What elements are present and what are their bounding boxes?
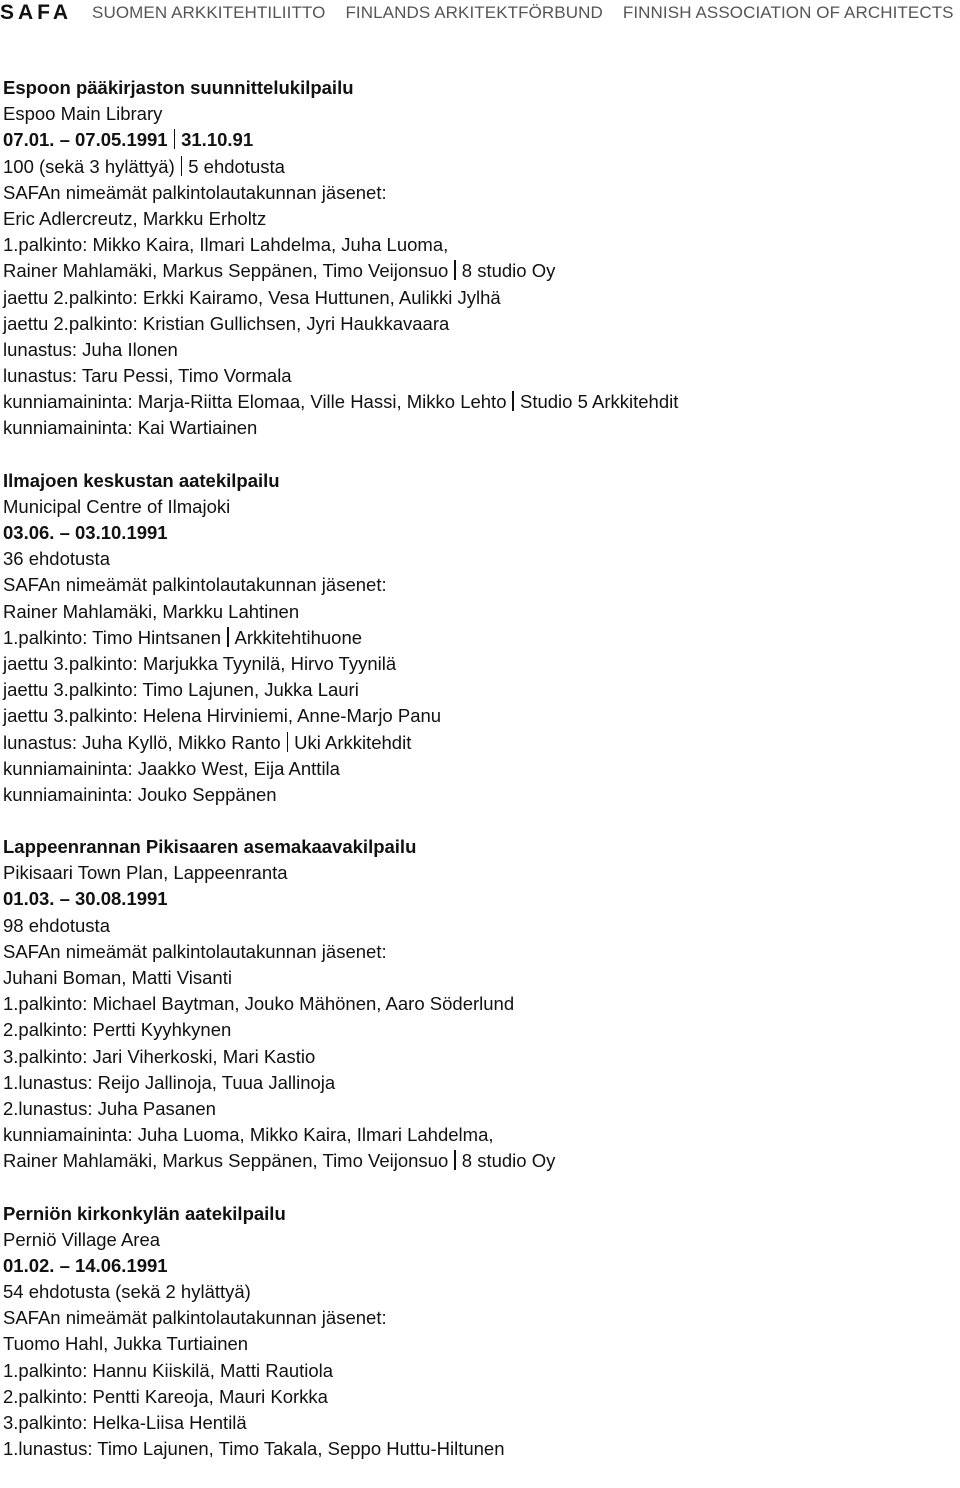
competition-title: Lappeenrannan Pikisaaren asemakaavakilpailu [3,836,417,858]
result-line: 1.lunastus: Timo Lajunen, Timo Takala, Seppo Huttu-Hiltunen [3,1438,505,1460]
competition-dates [3,127,953,153]
jury-label: SAFAn nimeämät palkintolautakunnan jäsenet: [3,1307,387,1329]
separator-bar [227,627,229,647]
result-line: jaettu 3.palkinto: Marjukka Tyynilä, Hirvo Tyynilä [3,652,397,674]
result-line: jaettu 3.palkinto: Timo Lajunen, Jukka Lauri [3,679,359,701]
competition-entry [3,75,953,442]
competition-title: Espoon pääkirjaston suunnittelukilpailu [3,77,354,98]
date-range: 07.01. – 07.05.1991 [3,129,168,151]
competition-subtitle: Perniö Village Area [3,1228,161,1250]
competition-dates: 01.02. – 14.06.1991 [3,1254,168,1276]
jury-members: Tuomo Hahl, Jukka Turtiainen [3,1333,249,1355]
entry-count [3,154,953,180]
org-name-finnish: SUOMEN ARKKITEHTILIITTO [92,3,326,22]
result-line: kunniamaininta: Jouko Seppänen [3,783,277,805]
result-names: Rainer Mahlamäki, Markus Seppänen, Timo Veijonsuo [3,260,449,282]
separator-bar [174,129,176,149]
result-line: 2.palkinto: Pertti Kyyhkynen [3,1019,232,1041]
separator-bar [454,260,456,280]
separator-bar [512,391,514,411]
result-line: 1.palkinto: Hannu Kiiskilä, Matti Rautiola [3,1359,334,1381]
result-line: jaettu 2.palkinto: Erkki Kairamo, Vesa Huttunen, Aulikki Jylhä [3,286,501,308]
results-date: 31.10.91 [181,129,254,151]
separator-bar [181,156,183,176]
result-line: 1.palkinto: Michael Baytman, Jouko Mähönen, Aaro Söderlund [3,993,515,1015]
office-name: 8 studio Oy [461,260,556,282]
result-line: jaettu 2.palkinto: Kristian Gullichsen, Jyri Haukkavaara [3,312,450,334]
separator-bar [454,1150,456,1170]
office-name: Uki Arkkitehdit [294,731,412,753]
result-line: jaettu 3.palkinto: Helena Hirviniemi, Anne-Marjo Panu [3,705,442,727]
org-name-english: FINNISH ASSOCIATION OF ARCHITECTS [622,3,954,22]
result-line: 3.palkinto: Helka-Liisa Hentilä [3,1412,247,1433]
competition-subtitle: Pikisaari Town Plan, Lappeenranta [3,862,288,884]
competition-entry [3,468,953,808]
result-line [3,1148,953,1174]
office-name: Studio 5 Arkkitehdit [519,391,679,413]
competition-entry [3,1201,953,1463]
result-line [3,625,953,651]
result-line: 2.lunastus: Juha Pasanen [3,1097,216,1119]
competition-dates: 03.06. – 03.10.1991 [3,522,168,543]
result-line: kunniamaininta: Kai Wartiainen [3,417,258,439]
result-line [3,730,953,756]
result-names: Rainer Mahlamäki, Markus Seppänen, Timo Veijonsuo [3,1150,449,1172]
competition-dates: 01.03. – 30.08.1991 [3,888,168,910]
competition-list [3,75,953,1488]
result-names: kunniamaininta: Marja-Riitta Elomaa, Ville Hassi, Mikko Lehto [3,391,507,413]
entries-shortlist: 5 ehdotusta [188,155,285,177]
jury-label: SAFAn nimeämät palkintolautakunnan jäsenet: [3,181,387,203]
separator-bar [287,732,289,752]
jury-members: Juhani Boman, Matti Visanti [3,967,232,988]
competition-entry [3,834,953,1174]
safa-logo: SAFA [0,1,73,24]
competition-title: Ilmajoen keskustan aatekilpailu [3,469,280,491]
result-line: 1.palkinto: Mikko Kaira, Ilmari Lahdelma, Juha Luoma, [3,234,449,256]
competition-subtitle: Espoo Main Library [3,103,163,125]
jury-label: SAFAn nimeämät palkintolautakunnan jäsenet: [3,940,387,962]
result-line: kunniamaininta: Jaakko West, Eija Anttila [3,757,340,779]
result-line [3,389,953,415]
competition-title: Perniön kirkonkylän aatekilpailu [3,1202,286,1224]
entries-total: 100 (sekä 3 hylättyä) [3,155,175,177]
result-names: lunastus: Juha Kyllö, Mikko Ranto [3,731,281,753]
entry-count: 36 ehdotusta [3,548,110,570]
result-line: lunastus: Taru Pessi, Timo Vormala [3,365,292,387]
org-name-swedish: FINLANDS ARKITEKTFÖRBUND [345,3,603,22]
entry-count: 98 ehdotusta [3,914,110,936]
jury-members: Eric Adlercreutz, Markku Erholtz [3,207,267,229]
entry-count: 54 ehdotusta (sekä 2 hylättyä) [3,1281,251,1303]
result-line: lunastus: Juha Ilonen [3,338,178,360]
office-name: Arkkitehtihuone [234,626,363,648]
office-name: 8 studio Oy [461,1150,556,1172]
result-names: 1.palkinto: Timo Hintsanen [3,626,222,648]
jury-members: Rainer Mahlamäki, Markku Lahtinen [3,600,300,622]
page-header [0,0,960,26]
result-line: 1.lunastus: Reijo Jallinoja, Tuua Jallinoja [3,1071,336,1093]
competition-subtitle: Municipal Centre of Ilmajoki [3,495,231,517]
result-line: kunniamaininta: Juha Luoma, Mikko Kaira, Ilmari Lahdelma, [3,1124,494,1146]
result-line [3,258,953,284]
result-line: 2.palkinto: Pentti Kareoja, Mauri Korkka [3,1385,328,1407]
result-line: 3.palkinto: Jari Viherkoski, Mari Kastio [3,1045,316,1067]
jury-label: SAFAn nimeämät palkintolautakunnan jäsenet: [3,574,387,596]
